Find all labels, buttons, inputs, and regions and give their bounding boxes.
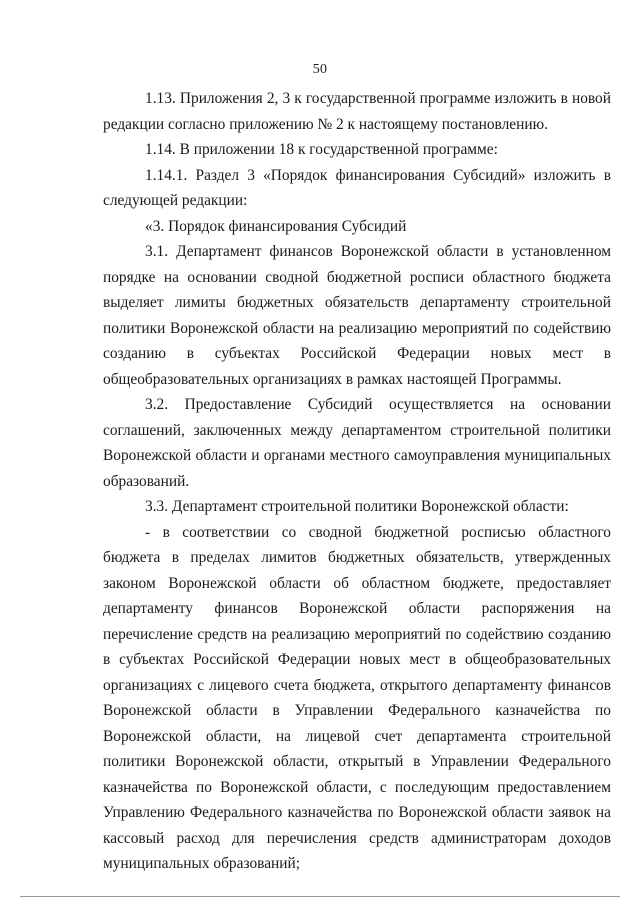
paragraph-1-14-1: 1.14.1. Раздел 3 «Порядок финансирования Субсидий» изложить в следующей редакции: xyxy=(103,166,611,209)
document-body xyxy=(103,86,611,877)
section-heading: «3. Порядок финансирования Субсидий xyxy=(145,217,407,235)
page-bottom-edge xyxy=(20,896,620,897)
paragraph-3-2: 3.2. Предоставление Субсидий осуществляется на основании соглашений, заключенных между департаментом строительной политики Воронежской области и органами местного самоуправления муниципальных образований. xyxy=(103,396,611,490)
paragraph-1-13: 1.13. Приложения 2, 3 к государственной программе изложить в новой редакции согласно приложению № 2 к настоящему постановлению. xyxy=(103,90,611,133)
paragraph-3-3: 3.3. Департамент строительной политики Воронежской области: xyxy=(145,498,569,515)
page-number: 50 xyxy=(312,62,328,77)
paragraph-3-1: 3.1. Департамент финансов Воронежской области в установленном порядке на основании сводной бюджетной росписи областного бюджета выделяет лимиты бюджетных обязательств департаменту строительной политики Воронежской области на реализацию мероприятий по содействию созданию в субъектах Российской Федерации новых мест в общеобразовательных организациях в рамках настоящей Программы. xyxy=(103,243,611,388)
paragraph-1-14: 1.14. В приложении 18 к государственной программе: xyxy=(145,141,498,158)
paragraph-3-3-item: - в соответствии со сводной бюджетной росписью областного бюджета в пределах лимитов бюджетных обязательств, утвержденных законом Воронежской области об областном бюджете, предоставляет департаменту финансов Воронежской области распоряжения на перечисление средств на реализацию мероприятий по содействию созданию в субъектах Российской Федерации новых мест в общеобразовательных организациях с лицевого счета бюджета, открытого департаменту финансов Воронежской области в Управлении Федерального казначейства по Воронежской области, на лицевой счет департамента строительной политики Воронежской области, открытый в Управлении Федерального казначейства по Воронежской области, с последующим предоставлением Управлению Федерального казначейства по Воронежской области заявок на кассовый расход для перечисления средств администраторам доходов муниципальных образований; xyxy=(103,523,611,872)
